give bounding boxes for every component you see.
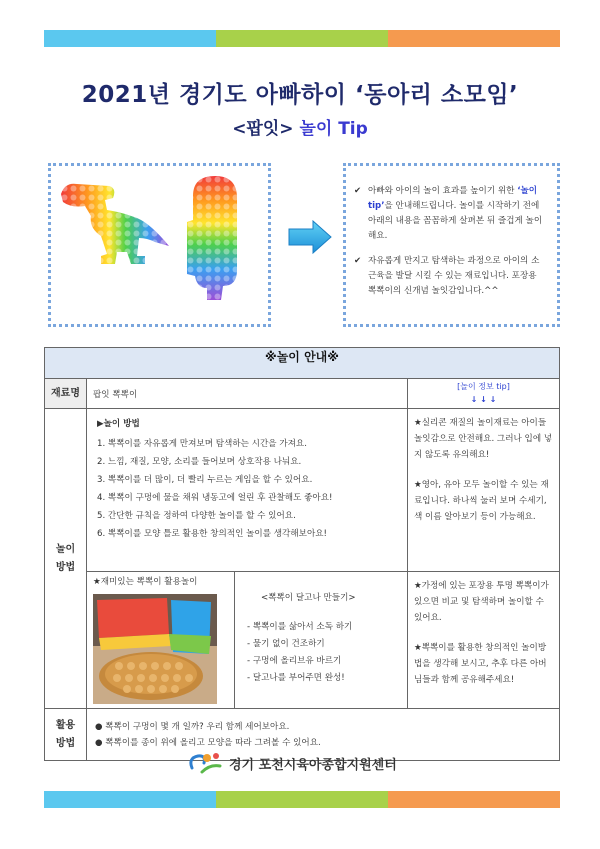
footer-logo (186, 750, 397, 776)
material-label: 재료명 (45, 379, 87, 409)
dalgona-steps-area (235, 572, 407, 708)
play-guide-table (44, 347, 560, 761)
tips-cell-2 (408, 572, 560, 709)
intro-highlight: ‘놀이 tip’ (368, 186, 538, 211)
tips-header: [놀이 정보 tip] (457, 382, 510, 391)
bottom-color-bar (44, 791, 560, 808)
fun-activity-photo-area (87, 572, 235, 708)
intro-text-box (343, 163, 560, 327)
dalgona-step: - 구멍에 올리브유 바르기 (247, 656, 342, 666)
play-method-label: 놀이 방법 (45, 409, 87, 709)
popit-toys-image (51, 166, 268, 324)
tip-compare: ★가정에 있는 포장용 투명 뽁뽁이가 있으면 비교 및 탐색하며 놀이할 수 있어요. (414, 581, 549, 623)
step-item: 5. 간단한 규칙을 정하여 다양한 놀이를 할 수 있어요. (97, 511, 296, 521)
step-item: 3. 뽁뽁이를 더 많이, 더 빨리 누르는 게임을 할 수 있어요. (97, 475, 313, 485)
center-logo-icon (186, 750, 224, 776)
fun-activity-title: ★재미있는 뽁뽁이 활용놀이 (93, 577, 198, 587)
subtitle-popit: <팝잇> (232, 119, 294, 139)
play-method-cell (87, 409, 408, 572)
tip-safety: ★실리콘 재질의 놀이재료는 아이들 놀잇감으로 안전해요. 그러나 입에 넣지 않도록 유의해요! (414, 418, 553, 460)
dalgona-step: - 뽁뽁이를 삶아서 소독 하기 (247, 622, 353, 632)
tips-cell-1 (408, 409, 560, 572)
tip-share: ★뽁뽁이를 활용한 창의적인 놀이방법을 생각해 보시고, 추후 다른 아버님들과 함께 공유해주세요! (414, 643, 547, 685)
step-item: 6. 뽁뽁이를 모양 틀로 활용한 창의적인 놀이를 생각해보아요! (97, 529, 328, 539)
page-title: 2021년 경기도 아빠하이 ‘동아리 소모임’ (81, 82, 519, 108)
material-value: 팝잇 뽁뽁이 (87, 379, 408, 409)
fun-activity-cell (87, 572, 408, 709)
intro-paragraph-1: ✔ 아빠와 아이의 놀이 효과를 높이기 위한 ‘놀이 tip’을 안내해드립니다. 놀이를 시작하기 전에 아래의 내용을 꼼꼼하게 살펴본 뒤 즐겁게 놀이해요. (354, 186, 543, 241)
dinosaur-popit (61, 184, 169, 264)
dalgona-photo (93, 594, 217, 704)
table-header: ※놀이 안내※ (45, 348, 560, 379)
step-item: 4. 뽁뽁이 구멍에 물을 채워 냉동고에 얼린 후 관찰해도 좋아요! (97, 493, 333, 503)
popit-image-box (48, 163, 271, 327)
step-item: 2. 느낌, 재질, 모양, 소리를 들어보며 상호작용 나눠요. (97, 457, 302, 467)
use-method-label: 활용 방법 (45, 709, 87, 761)
use-item: ● 뽁뽁이 구멍이 몇 개 일까? 우리 함께 세어보아요. (95, 721, 290, 732)
play-steps-list (87, 409, 407, 549)
dalgona-title: <뽁뽁이 달고나 만들기> (261, 593, 356, 603)
subtitle-tip: 놀이 Tip (299, 119, 368, 139)
method-heading: ▶놀이 방법 (97, 419, 140, 429)
intro-paragraph-2: ✔ 자유롭게 만지고 탐색하는 과정으로 아이의 소근육을 발달 시킬 수 있는 재료입니다. 포장용 뽁뽁이의 신개념 놀잇감입니다.^^ (354, 256, 540, 296)
tips-header-cell (408, 379, 560, 409)
among-us-popit (187, 176, 237, 300)
tip-age: ★영아, 유아 모두 놀이할 수 있는 재료입니다. 하나씩 눌러 보며 수세기, 색 이름 알아보기 등이 가능해요. (414, 480, 549, 522)
step-item: 1. 뽁뽁이를 자유롭게 만져보며 탐색하는 시간을 가져요. (97, 439, 307, 449)
dalgona-step: - 물기 없이 건조하기 (247, 639, 325, 649)
check-icon: ✔ (354, 256, 362, 266)
footer-org-name: 경기 포천시육아종합지원센터 (229, 757, 397, 773)
dalgona-step: - 달고나를 부어주면 완성! (247, 673, 345, 683)
arrow-right-icon (287, 220, 333, 254)
top-color-bar (44, 30, 560, 47)
page-subtitle (0, 114, 600, 139)
use-item: ● 뽁뽁이를 종이 위에 올리고 모양을 따라 그려볼 수 있어요. (95, 737, 321, 748)
check-icon: ✔ (354, 186, 362, 196)
tips-arrows: ↓ ↓ ↓ (470, 395, 497, 404)
